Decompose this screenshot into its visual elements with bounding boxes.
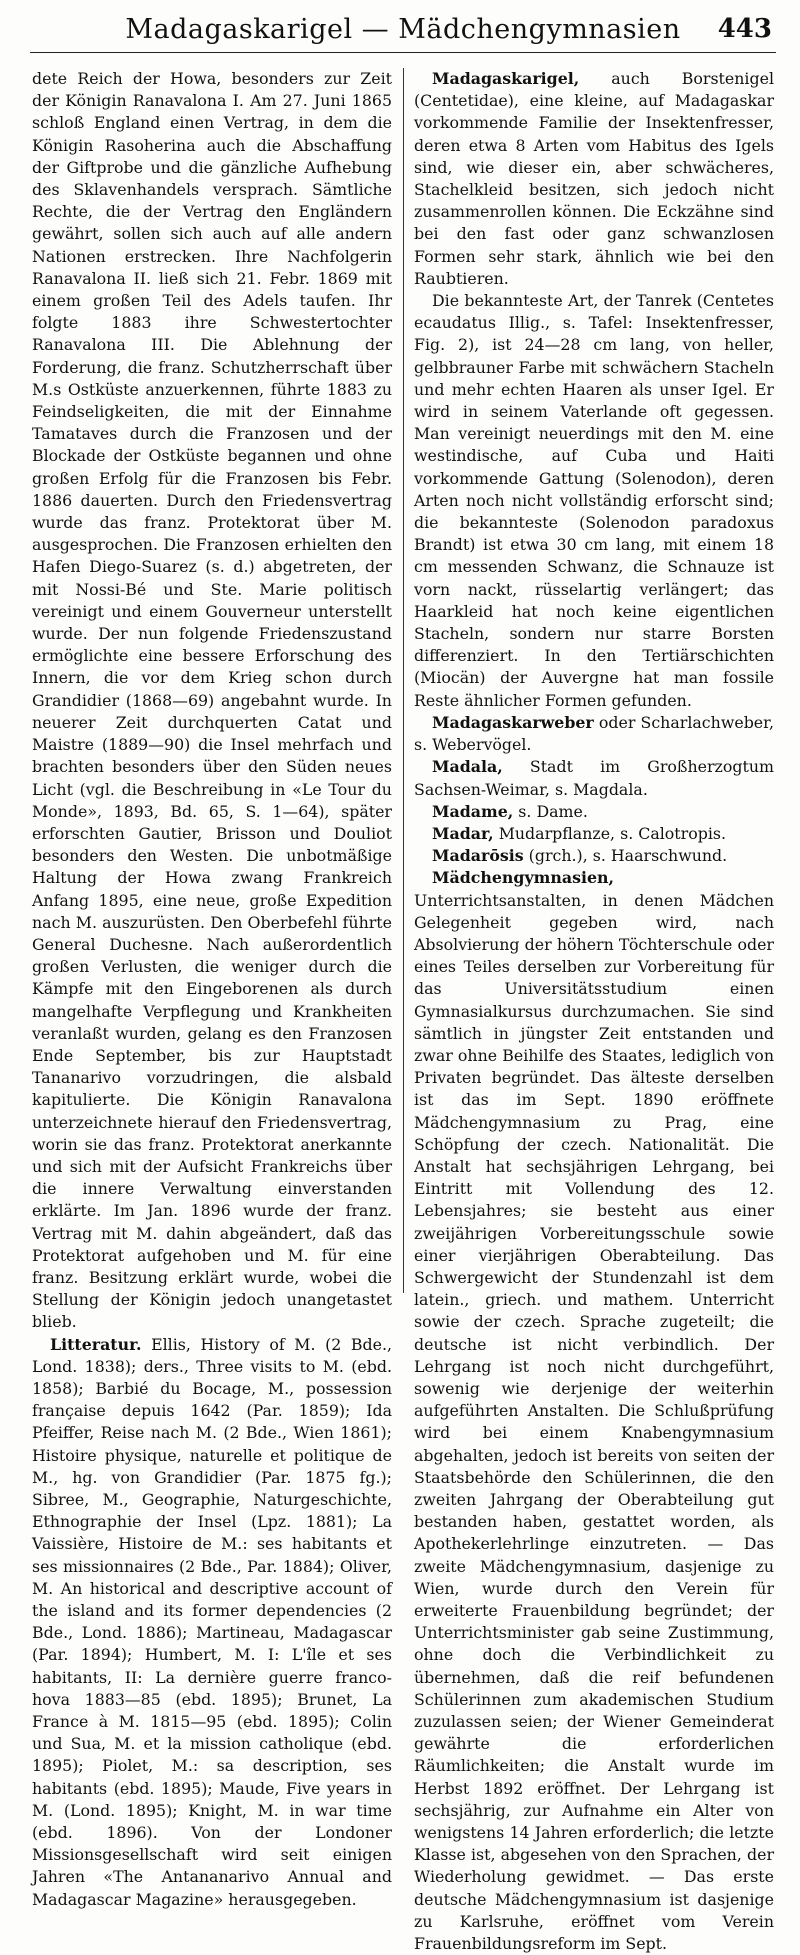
- entry-text: Mudarpflanze, s. Calotropis.: [493, 823, 727, 843]
- page-header: [30, 8, 776, 53]
- entry-text: (grch.), s. Haarschwund.: [523, 846, 728, 866]
- headword: Mädchengymnasien,: [432, 868, 614, 888]
- entry-text: Die bekannteste Art, der Tanrek (Centetes ecaudatus Illig., s. Tafel: Insektenfresser, Fig. 2), ist 24—28 cm lang, von heller, gelbbrauner Farbe mit schwächern Stacheln und mehr echten Haaren als unser Igel. Er wird in seinem Vaterlande oft gegessen. Man vereinigt neuerdings mit den M. eine westindische, auf Cuba und Haiti vorkommende Gattung (Solenodon), deren Arten noch nicht vollständig erforscht sind; die bekannteste (Solenodon paradoxus Brandt) ist etwa 30 cm lang, mit einem 18 cm messenden Schwanz, die Schnauze ist vorn nackt, rüsselartig verlängert; das Haarkleid hat noch keine eigentlichen Stacheln, sondern nur starre Borsten differenziert. In den Tertiärschichten (Miocän) der Auvergne hat man fossile Reste ähnlicher Formen gefunden.: [414, 291, 774, 710]
- entry-madar: [414, 823, 774, 845]
- headword: Madarōsis: [432, 846, 524, 866]
- headword: Madala,: [432, 757, 503, 777]
- literature-paragraph: [32, 1334, 392, 1911]
- headword: Madame,: [432, 801, 514, 821]
- headword: Madagaskarweber: [432, 712, 594, 732]
- history-paragraph: dete Reich der Howa, besonders zur Zeit der Königin Ranavalona I. Am 27. Juni 1865 schloß England einen Vertrag, in dem die Königin Rasoherina auch die Abschaffung der Giftprobe und die gänzliche Aufhebung des Sklavenhandels versprach. Sämtliche Rechte, die der Vertrag den Engländern gewährt, sollen sich auch auf alle andern Nationen erstrecken. Ihre Nachfolgerin Ranavalona II. ließ sich 21. Febr. 1869 mit einem großen Teil des Adels taufen. Ihr folgte 1883 ihre Schwestertochter Ranavalona III. Die Ablehnung der Forderung, die franz. Schutzherrschaft über M.s Ostküste anzuerkennen, führte 1883 zu Feindseligkeiten, die mit der Einnahme Tamataves durch die Franzosen und der Blockade der Ostküste begannen und ohne großen Erfolg für die Franzosen bis Febr. 1886 dauerten. Durch den Friedensvertrag wurde das franz. Protektorat über M. ausgesprochen. Die Franzosen erhielten den Hafen Diego-Suarez (s. d.) abgetreten, der mit Nossi-Bé und Ste. Marie politisch vereinigt und einem Gouverneur unterstellt wurde. Der nun folgende Friedenszustand ermöglichte eine bessere Erforschung des Innern, die vor dem Krieg schon durch Grandidier (1868—69) angebahnt wurde. In neuerer Zeit durchquerten Catat und Maistre (1889—90) die Insel mehrfach und brachten besonders über den Süden neues Licht (vgl. die Beschreibung in «Le Tour du Monde», 1893, Bd. 65, S. 1—64), später erforschten Gautier, Brisson und Douliot besonders den Westen. Die unbotmäßige Haltung der Howa zwang Frankreich Anfang 1895, eine neue, große Expedition nach M. auszurüsten. Den Oberbefehl führte General Duchesne. Nach außerordentlich großen Verlusten, die weniger durch die Kämpfe mit den Eingeborenen als durch mangelhafte Verpflegung und Krankheiten veranlaßt wurden, gelang es den Franzosen Ende September, bis zur Hauptstadt Tananarivo vorzudringen, die alsbald kapitulierte. Die Königin Ranavalona unterzeichnete hierauf den Friedensvertrag, worin sie das franz. Protektorat anerkannte und sich mit der Aufsicht Frankreichs über die innere Verwaltung einverstanden erklärte. Im Jan. 1896 wurde der franz. Vertrag mit M. dahin abgeändert, daß das Protektorat aufgehoben und M. für eine franz. Besitzung erklärt wurde, wobei die Stellung der Königin jedoch unangetastet blieb.: [32, 69, 392, 1332]
- entry-maedchengymnasien: [414, 867, 774, 1955]
- column-divider: [403, 68, 404, 1293]
- entry-madagaskarigel: [414, 68, 774, 290]
- entry-madagaskarweber: [414, 712, 774, 756]
- entry-text: oder Scharlachweber, s. Webervögel.: [414, 712, 774, 755]
- entry-text: Stadt im Großherzogtum Sachsen-Weimar, s. Magdala.: [414, 757, 774, 799]
- entry-madame: [414, 801, 774, 823]
- entry-text: s. Dame.: [513, 801, 588, 821]
- entry-madala: [414, 756, 774, 800]
- entry-madagaskarigel-continued: [414, 290, 774, 712]
- running-title: Madagaskarigel — Mädchengymnasien: [125, 14, 681, 45]
- headword: Madar,: [432, 823, 494, 843]
- right-column: [414, 68, 774, 1955]
- headword: Madagaskarigel,: [432, 69, 580, 88]
- entry-madarosis: [414, 845, 774, 867]
- literature-heading: Litteratur.: [50, 1334, 142, 1354]
- literature-text: Ellis, History of M. (2 Bde., Lond. 1838); ders., Three visits to M. (ebd. 1858); Barbié du Bocage, M., possession française depuis 1642 (Par. 1859); Ida Pfeiffer, Reise nach M. (2 Bde., Wien 1861); Histoire physique, naturelle et politique de M., hg. von Grandidier (Par. 1875 fg.); Sibree, M., Geographie, Naturgeschichte, Ethnographie der Insel (Lpz. 1881); La Vaissière, Histoire de M.: ses habitants et ses missionnaires (2 Bde., Par. 1884); Oliver, M. An historical and descriptive account of the island and its former dependencies (2 Bde., Lond. 1886); Martineau, Madagascar (Par. 1894); Humbert, M. I: L'île et ses habitants, II: La dernière guerre franco-hova 1883—85 (ebd. 1895); Brunet, La France à M. 1815—95 (ebd. 1895); Colin und Sua, M. et la mission catholique (ebd. 1895); Piolet, M.: sa description, ses habitants (ebd. 1895); Maude, Five years in M. (Lond. 1895); Knight, M. in war time (ebd. 1896). Von der Londoner Missionsgesellschaft wird seit einigen Jahren «The Antananarivo Annual and Madagascar Magazine» herausgegeben.: [32, 1334, 392, 1909]
- left-column: [32, 68, 392, 1911]
- entry-text: Unterrichtsanstalten, in denen Mädchen Gelegenheit gegeben wird, nach Absolvierung der höhern Töchterschule oder eines Teiles derselben zur Vorbereitung für das Universitätsstudium einen Gymnasialkursus durchzumachen. Sie sind sämtlich in jüngster Zeit entstanden und zwar ohne Beihilfe des Staates, lediglich von Privaten begründet. Das älteste derselben ist das im Sept. 1890 eröffnete Mädchengymnasium zu Prag, eine Schöpfung der czech. Nationalität. Die Anstalt hat sechsjährigen Lehrgang, bei Eintritt mit Vollendung des 12. Lebensjahres; sie besteht aus einer zweijährigen Vorbereitungsschule sowie einer vierjährigen Oberabteilung. Das Schwergewicht der Stundenzahl ist dem latein., griech. und mathem. Unterricht sowie der czech. Sprache zugeteilt; die deutsche ist nicht verbindlich. Der Lehrgang ist noch nicht durchgeführt, sowenig wie derjenige der weiterhin aufgeführten Anstalten. Die Schlußprüfung wird bei einem Knabengymnasium abgehalten, jedoch ist bereits von seiten der Staatsbehörde den Schülerinnen, die den zweiten Jahrgang der Oberabteilung gut bestanden haben, gestattet worden, als Apothekerlehrlinge einzutreten. — Das zweite Mädchengymnasium, dasjenige zu Wien, wurde durch den Verein für erweiterte Frauenbildung begründet; der Unterrichtsminister gab seine Zustimmung, ohne doch die Verbindlichkeit zu übernehmen, daß die reif befundenen Schülerinnen zum akademischen Studium zuzulassen seien; der Wiener Gemeinderat gewährte die erforderlichen Räumlichkeiten; die Anstalt wurde im Herbst 1892 eröffnet. Der Lehrgang ist sechsjährig, zur Aufnahme ein Alter von wenigstens 14 Jahren erforderlich; die letzte Klasse ist, abgesehen von den Sprachen, der Wiederholung gewidmet. — Das erste deutsche Mädchengymnasium ist dasjenige zu Karlsruhe, eröffnet vom Verein Frauenbildungsreform im Sept.: [414, 890, 774, 1954]
- entry-text: auch Borstenigel (Centetidae), eine kleine, auf Madagaskar vorkommende Familie der Insektenfresser, deren etwa 8 Arten vom Habitus des Igels sind, wie dieser ein, aber schwächeres, Stachelkleid besitzen, sich jedoch nicht zusammenrollen können. Die Eckzähne sind bei den fast oder ganz schwanzlosen Formen sehr stark, ähnlich wie bei den Raubtieren.: [414, 69, 774, 288]
- page-number: 443: [717, 14, 772, 44]
